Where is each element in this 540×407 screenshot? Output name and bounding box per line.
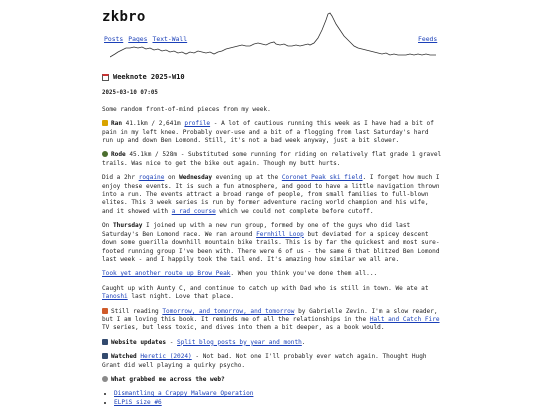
- book-icon: [102, 308, 108, 314]
- split-posts-link[interactable]: Split blog posts by year and month: [177, 338, 302, 346]
- brow-text: . When you think you've done them all...: [230, 270, 378, 278]
- rad-course-link[interactable]: a rad course: [171, 207, 216, 215]
- run-text-2: - A lot of cautious running this week as I have had a bit of pain in my left knee. Probably over-use and a bit of a flogging from last Saturday's hard run up and down Ben Lomond. Still, it's not a bad week anyway, just a bit slower.: [102, 120, 434, 145]
- rode-paragraph: [102, 151, 442, 168]
- run-text: 41.1km / 2,641m: [122, 120, 185, 128]
- thursday-text-3: but deviated for a spicey descent down some guerilla downhill mountain bike trails. This is by far the quickest and most sure-footed running group I've been with. There were 6 of us - the same 6 that blitzed Ben Lomond last week - and I happily took the tail end. It's amazing how similar we all are.: [102, 230, 440, 263]
- post-date: 2025-03-10 07:05: [102, 90, 158, 97]
- post-title-text: Weeknote 2025-W10: [113, 73, 185, 81]
- tanoshi-link[interactable]: Tanoshi: [102, 293, 128, 301]
- aunty-paragraph: [102, 285, 442, 302]
- rogaine-text-5: which we could not complete before cutoff.: [215, 207, 374, 215]
- profile-link[interactable]: profile: [184, 120, 211, 128]
- computer-icon: [102, 339, 108, 345]
- brow-peak-link[interactable]: Took yet another route up Brow Peak: [102, 270, 231, 278]
- rogaine-text-3: evening up at the: [212, 174, 282, 182]
- rogaine-text-2: on: [164, 174, 180, 182]
- elpis-link[interactable]: ELPiS size #6: [114, 398, 162, 406]
- rode-label: Rode: [111, 151, 126, 159]
- watched-paragraph: [102, 353, 442, 370]
- halt-catch-fire-link[interactable]: Halt and Catch Fire: [369, 315, 440, 323]
- nav-link-posts[interactable]: Posts: [104, 35, 124, 43]
- activity-sparkline: [110, 8, 440, 60]
- tv-icon: [102, 353, 108, 359]
- website-label: Website updates: [111, 338, 167, 346]
- watched-label: Watched: [111, 353, 137, 361]
- running-icon: [102, 120, 108, 126]
- run-label: Ran: [111, 120, 123, 128]
- grabbed-heading: [102, 376, 442, 384]
- aunty-text: Caught up with Aunty C, and continue to catch up with Dad who is still in town. We ate at: [102, 284, 429, 292]
- rogaine-text: Did a 2hr: [102, 174, 139, 182]
- reading-text-3: TV series, but less toxic, and dives into them a bit deeper, as a book would.: [102, 324, 385, 332]
- reading-text: Still reading: [111, 307, 163, 315]
- run-paragraph: [102, 120, 442, 145]
- brow-paragraph: [102, 270, 442, 278]
- website-paragraph: [102, 339, 442, 347]
- cycling-icon: [102, 151, 108, 157]
- thursday-text-2: I joined up with a new run group, formed by one of the guys who did last Saturday's Ben Lomond race. We ran around: [102, 222, 411, 238]
- watched-text-2: - Not bad. Not one I'll probably ever watch again. Thought Hugh Grant did well playing a quirky psycho.: [102, 353, 427, 369]
- site-header: [0, 0, 540, 62]
- thursday-paragraph: [102, 222, 442, 264]
- aunty-text-2: last night. Love that place.: [127, 293, 235, 301]
- post-content: [102, 73, 442, 407]
- fernhill-loop-link[interactable]: Fernhill Loop: [256, 230, 304, 238]
- malware-operation-link[interactable]: Dismantling a Crappy Malware Operation: [114, 390, 254, 398]
- rode-text: 45.1km / 528m - Substituted some running for riding on relatively flat grade 1 gravel trails. Was nice to get the bike out again. Though my butt hurts.: [102, 151, 442, 167]
- website-text-2: .: [301, 338, 306, 346]
- coronet-peak-link[interactable]: Coronet Peak ski field: [281, 174, 363, 182]
- thursday-text: On: [102, 222, 114, 230]
- nav-link-text-wall[interactable]: Text-Wall: [152, 35, 188, 43]
- wednesday-bold: Wednesday: [179, 174, 213, 182]
- post-title: [102, 73, 442, 81]
- website-text: -: [166, 338, 178, 346]
- rogaine-paragraph: [102, 174, 442, 216]
- book-link[interactable]: Tomorrow, and tomorrow, and tomorrow: [162, 307, 295, 315]
- rogaine-link[interactable]: rogaine: [138, 174, 165, 182]
- calendar-icon: [102, 74, 109, 81]
- list-item: [114, 399, 442, 407]
- heretic-link[interactable]: Heretic (2024): [140, 353, 192, 361]
- post-intro: Some random front-of-mind pieces from my week.: [102, 105, 271, 113]
- site-nav: [104, 35, 187, 43]
- list-item: [114, 390, 442, 398]
- site-title[interactable]: zkbro: [102, 9, 146, 25]
- reading-text-2: by Gabrielle Zevin. I'm a slow reader, but I am loving this book. It reminds me of all the relationships in the: [102, 307, 438, 323]
- feeds-link[interactable]: Feeds: [418, 35, 438, 43]
- grabbed-title: What grabbed me across the web?: [111, 375, 225, 383]
- nav-link-pages[interactable]: Pages: [128, 35, 148, 43]
- reading-paragraph: [102, 308, 442, 333]
- rogaine-text-4: . I forget how much I enjoy these events. It is such a fun atmosphere, and good to have a little navigation thrown into a run. The events attract a broad range of people, from small families to full-blown elites. This 3 week series is run by former adventure racing world champion and his wife, and it showed with: [102, 174, 440, 215]
- thursday-bold: Thursday: [113, 222, 143, 230]
- gear-icon: [102, 376, 108, 382]
